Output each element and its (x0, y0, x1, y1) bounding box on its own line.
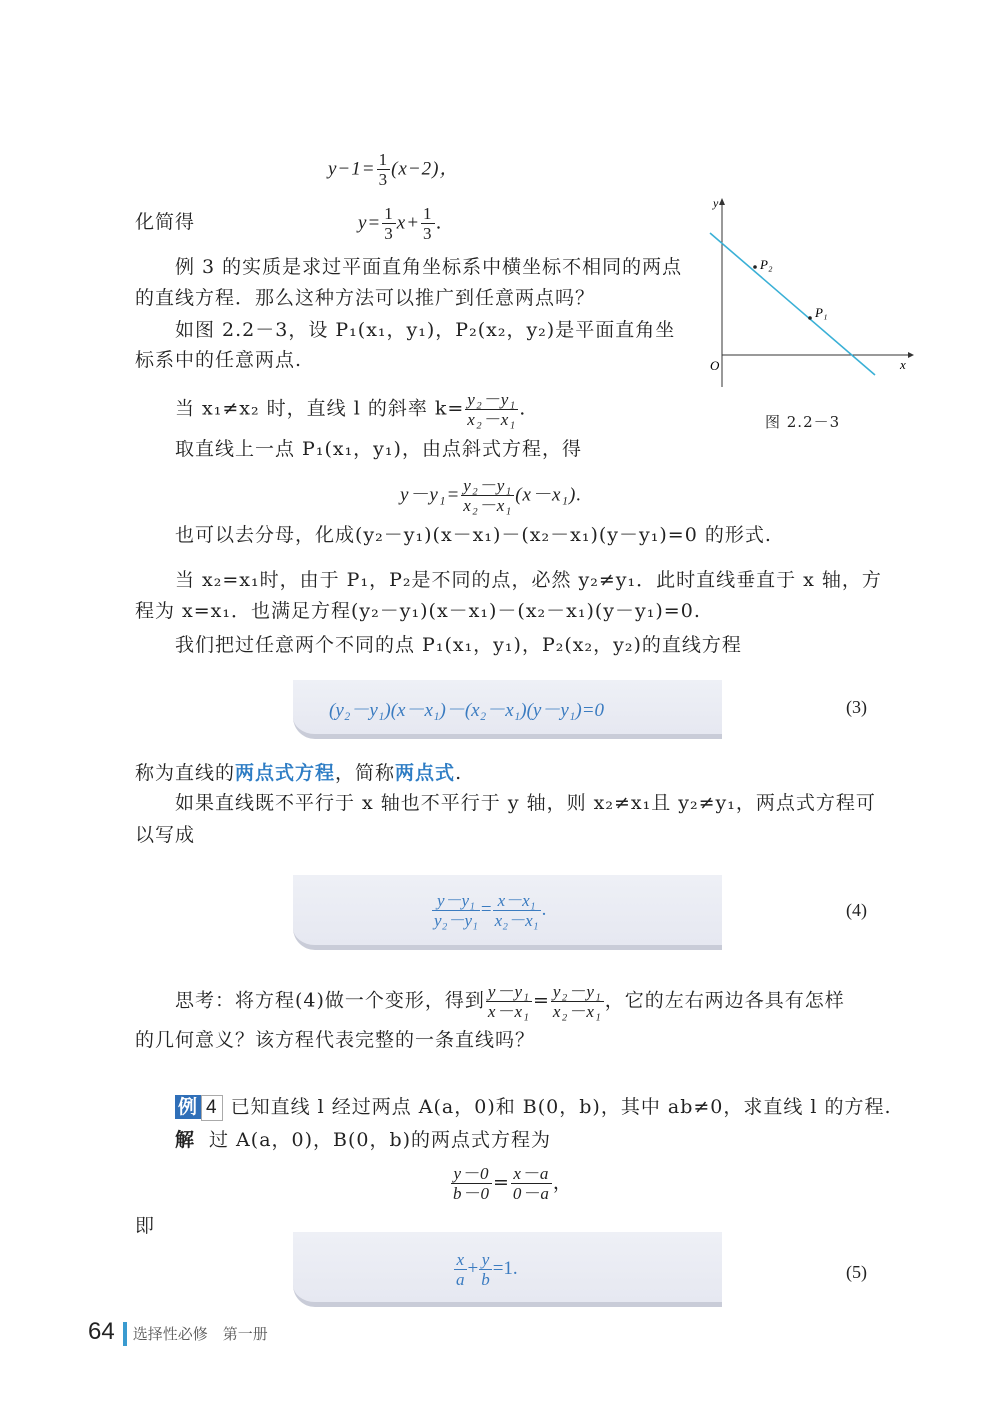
math-text: x₂－x₁ (463, 496, 513, 515)
math-text: 思考：将方程(4)做一个变形，得到 (175, 989, 485, 1012)
paragraph-line: 标系中的任意两点. (135, 349, 303, 371)
example-tag: 例 (175, 1095, 201, 1119)
fraction (486, 982, 532, 1021)
math-text: y－0 (451, 1164, 492, 1184)
math-text: + (467, 1257, 479, 1279)
figure-caption: 图 2.2－3 (765, 413, 841, 431)
solution-line (175, 1128, 551, 1152)
fraction (465, 390, 518, 429)
math-text: . (435, 211, 443, 234)
fraction (493, 891, 541, 930)
math-text: 3 (423, 224, 433, 243)
math-text: 1 (378, 150, 389, 169)
example-number: 4 (201, 1095, 223, 1121)
math-text: y－y₁ (432, 891, 480, 911)
math-text: y₂－y₁ (463, 476, 513, 495)
simplify-label: 化简得 (135, 211, 196, 233)
math-text: y－y₁= (400, 484, 461, 506)
math-text: . (519, 397, 527, 420)
fraction (454, 1250, 467, 1289)
term-two-point-equation: 两点式方程 (235, 762, 336, 784)
eq-rhs: (x−2)， (391, 158, 460, 180)
ji-label: 即 (135, 1215, 156, 1237)
intercept-equation (453, 1250, 518, 1289)
math-text: 1 (384, 204, 394, 223)
fraction (461, 476, 514, 515)
math-text: x－a (511, 1164, 552, 1184)
math-text: x (454, 1250, 467, 1270)
math-text: y₂－y₁ (467, 390, 517, 409)
point-p1 (808, 316, 812, 320)
formula-box-3 (293, 680, 722, 739)
math-text: x₂－x₁ (467, 410, 517, 429)
line-l (710, 233, 875, 375)
origin-label: O (710, 358, 720, 373)
math-text: x－x₁ (493, 891, 541, 911)
figure-2-2-3 (700, 195, 915, 395)
book-title: 选择性必修 第一册 (132, 1325, 268, 1343)
definition-line (135, 761, 462, 785)
fraction (451, 1164, 492, 1203)
slope-formula-line (175, 390, 526, 429)
paragraph-line: 以写成 (135, 824, 196, 846)
equation-point-slope-example (328, 150, 460, 189)
point-p2 (753, 265, 757, 269)
paragraph-line: 当 x₂=x₁时，由于 P₁，P₂是不同的点，必然 y₂≠y₁．此时直线垂直于 x 轴，方 (175, 569, 882, 591)
math-text: x－x₁ (487, 1002, 530, 1021)
fraction (511, 1164, 552, 1203)
solution-equation: $\frac{y-0}{b-0}$ = $\frac{x-a}{0-a}$ ， (453, 1164, 573, 1203)
y-axis-label: y (713, 196, 719, 210)
two-point-fraction-equation (431, 891, 546, 930)
two-point-equation: (y₂－y₁)(x－x₁)－(x₂－x₁)(y－y₁)=0 (329, 700, 605, 721)
math-text: (x－x₁). (515, 484, 583, 506)
math-text: 过 A(a，0)，B(0，b)的两点式方程为 (209, 1129, 552, 1151)
math-text: ， (552, 1171, 573, 1194)
math-text: 3 (384, 224, 394, 243)
page-footer (88, 1318, 268, 1346)
y-axis-arrow-icon (719, 198, 725, 205)
math-text: 3 (378, 170, 389, 189)
x-axis-label: x (900, 357, 906, 372)
math-text: . (541, 898, 547, 920)
math-text: = (480, 898, 492, 920)
paragraph-line: 例 3 的实质是求过平面直角坐标系中横坐标不相同的两点 (175, 256, 683, 278)
math-text: y= (358, 212, 382, 234)
think-question: 思考：将方程(4)做一个变形，得到 $\frac{\text{y－y₁}}{\text{x－x₁}}$ = $\frac{\text{y₂－y₁}}{\text{x₂－x₁}}$ ，它的左右两边各具有怎样 (175, 982, 845, 1021)
solution-label: 解 (175, 1129, 196, 1151)
fraction (382, 204, 396, 243)
math-text: b (481, 1270, 490, 1289)
math-text: x+ (396, 212, 421, 234)
paragraph-line: 程为 x=x₁．也满足方程(y₂－y₁)(x－x₁)－(x₂－x₁)(y－y₁)=0. (135, 600, 701, 622)
math-text: 0－a (512, 1184, 550, 1203)
formula-box-4 (293, 875, 722, 950)
math-text: y－y₁ (487, 982, 530, 1001)
example-4 (175, 1095, 892, 1121)
formula-box-5 (293, 1232, 722, 1307)
p2-label: P₂ (760, 257, 773, 272)
math-text: ，它的左右两边各具有怎样 (604, 989, 845, 1012)
math-text: 1 (423, 204, 433, 223)
simplified-equation (358, 204, 443, 243)
fraction (432, 891, 480, 930)
math-text: ，简称 (335, 762, 396, 784)
eq-lhs: y−1= (328, 158, 376, 180)
paragraph-line: 我们把过任意两个不同的点 P₁(x₁，y₁)，P₂(x₂，y₂)的直线方程 (175, 634, 742, 656)
footer-divider (123, 1322, 127, 1346)
math-text: 称为直线的 (135, 762, 236, 784)
paragraph-line: 的直线方程．那么这种方法可以推广到任意两点吗？ (135, 287, 596, 309)
math-text: 已知直线 l 经过两点 A(a，0)和 B(0，b)，其中 ab≠0，求直线 l 的方程. (230, 1096, 892, 1118)
math-text: x₂－x₁ (494, 911, 539, 930)
x-axis-arrow-icon (908, 352, 914, 358)
math-text: y (479, 1250, 492, 1270)
math-text: y₂－y₁ (434, 911, 478, 930)
fraction (479, 1250, 492, 1289)
point-slope-equation (400, 476, 582, 515)
math-text: =1. (492, 1257, 518, 1279)
paragraph-line: 如图 2.2－3，设 P₁(x₁，y₁)，P₂(x₂，y₂)是平面直角坐 (175, 319, 676, 341)
fraction (421, 204, 435, 243)
p1-label: P₁ (815, 305, 828, 320)
page-number: 64 (88, 1318, 115, 1345)
equation-number: (4) (846, 900, 867, 920)
equation-number: (5) (846, 1262, 867, 1282)
equation-number: (3) (846, 697, 867, 717)
paragraph-line: 如果直线既不平行于 x 轴也不平行于 y 轴，则 x₂≠x₁且 y₂≠y₁，两点式方程可 (175, 792, 876, 814)
fraction (551, 982, 604, 1021)
paragraph-line: 取直线上一点 P₁(x₁，y₁)，由点斜式方程，得 (175, 438, 582, 460)
math-text: . (455, 762, 463, 784)
fraction (377, 150, 391, 189)
math-text: 当 x₁≠x₂ 时，直线 l 的斜率 k= (175, 397, 465, 420)
paragraph-line: 也可以去分母，化成(y₂－y₁)(x－x₁)－(x₂－x₁)(y－y₁)=0 的形式. (175, 524, 772, 546)
paragraph-line: 的几何意义？该方程代表完整的一条直线吗？ (135, 1029, 536, 1051)
math-text: x₂－x₁ (552, 1002, 602, 1021)
math-text: y₂－y₁ (552, 982, 602, 1001)
term-two-point-form: 两点式 (395, 762, 456, 784)
math-text: a (456, 1270, 465, 1289)
math-text: b－0 (453, 1184, 490, 1203)
